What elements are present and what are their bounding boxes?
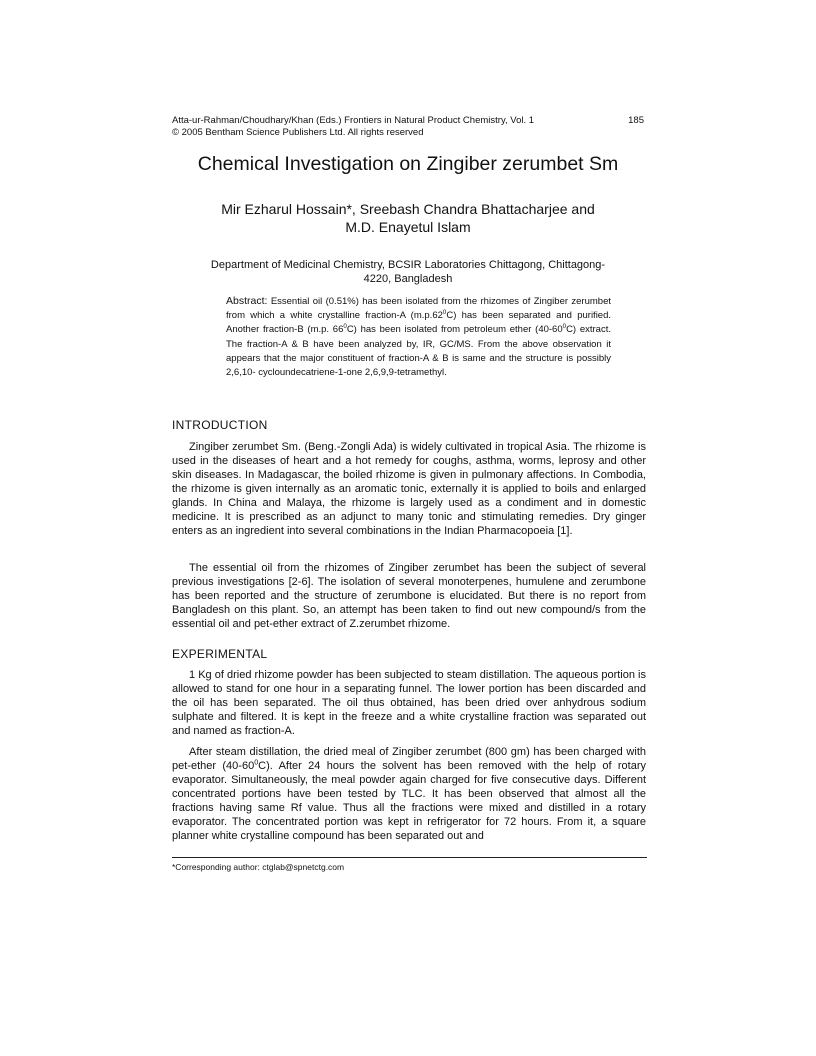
degree-superscript: 0 <box>254 758 259 767</box>
affiliation-line-2: 4220, Bangladesh <box>363 273 453 285</box>
abstract-text-3: C) has been isolated from petroleum ether (40-60 <box>346 324 563 336</box>
experimental-text-2a: After steam distillation, the dried meal of Zingiber zerumbet (800 gm) has been charged with pet-ether (40-60 <box>172 746 646 772</box>
running-header <box>172 115 644 127</box>
journal-citation: Atta-ur-Rahman/Choudhary/Khan (Eds.) Frontiers in Natural Product Chemistry, Vol. 1 <box>172 115 535 126</box>
abstract-text-4: C) extract. The fraction-A & B have been analyzed by, IR, GC/MS. From the above observation it appears that the major constituent of fraction-A & B is same and the structure is possibly 2,6,10- cycloundecatriene-1-one 2,6,9,9-tetramethyl. <box>226 324 611 379</box>
abstract-label: Abstract: <box>226 295 268 307</box>
experimental-paragraph-2 <box>172 745 646 843</box>
abstract-text-1: Essential oil (0.51%) has been isolated from the rhizomes of Zingiber zerumbet from which a white crystalline fraction-A (m.p.62 <box>226 296 611 322</box>
experimental-text-2b: C). After 24 hours the solvent has been removed with the help of rotary evaporator. Simultaneously, the meal powder again charged for five consecutive days. Different concentrated portions have been tested by TLC. It has been observed that almost all the fractions having same Rf value. Thus all the fractions were mixed and distilled in a rotary evaporator. The concentrated portion was kept in refrigerator for 72 hours. From it, a square planner white crystalline compound has been separated out and <box>172 760 646 842</box>
affiliation-line-1: Department of Medicinal Chemistry, BCSIR Laboratories Chittagong, Chittagong- <box>210 259 606 271</box>
corresponding-author-footnote: *Corresponding author: ctglab@spnetctg.com <box>172 862 345 872</box>
degree-superscript: 0 <box>343 323 347 331</box>
affiliation <box>165 258 651 286</box>
introduction-paragraph-1: Zingiber zerumbet Sm. (Beng.-Zongli Ada) is widely cultivated in tropical Asia. The rhizome is used in the diseases of heart and a hot remedy for coughs, asthma, worms, leprosy and other skin diseases. In Madagascar, the boiled rhizome is given in pulmonary affections. In Combodia, the rhizome is given internally as an aromatic tonic, externally it is applied to boils and enlarged glands. In China and Malaya, the rhizome is largely used as a condiment and in domestic medicine. It is prescribed as an adjunct to many tonic and stimulating remedies. Dry ginger enters as an ingredient into several combinations in the Indian Pharmacopoeia [1]. <box>172 441 646 537</box>
degree-superscript: 0 <box>562 323 567 331</box>
author-line-1: Mir Ezharul Hossain*, Sreebash Chandra Bhattacharjee and <box>221 201 595 217</box>
section-heading-experimental: EXPERIMENTAL <box>172 647 268 661</box>
footnote-divider <box>172 857 647 858</box>
degree-superscript: 0 <box>442 309 447 317</box>
author-line-2: M.D. Enayetul Islam <box>345 219 471 235</box>
section-heading-introduction: INTRODUCTION <box>172 418 268 432</box>
abstract-text-2: C) has been separated and purified. Another fraction-B (m.p. 66 <box>226 310 612 336</box>
paper-title: Chemical Investigation on Zingiber zerumbet Sm <box>197 153 619 175</box>
copyright-notice: © 2005 Bentham Science Publishers Ltd. All rights reserved <box>172 127 424 138</box>
author-list <box>150 200 666 236</box>
introduction-paragraph-2: The essential oil from the rhizomes of Zingiber zerumbet has been the subject of several previous investigations [2-6]. The isolation of several monoterpenes, humulene and zerumbone has been reported and the structure of zerumbone is elucidated. But there is no report from Bangladesh on this plant. So, an attempt has been taken to find out new compound/s from the essential oil and pet-ether extract of Z.zerumbet rhizome. <box>172 562 646 630</box>
abstract <box>226 294 611 380</box>
experimental-paragraph-1: 1 Kg of dried rhizome powder has been subjected to steam distillation. The aqueous portion is allowed to stand for one hour in a separating funnel. The lower portion has been discarded and the oil has been separated. The oil thus obtained, has been dried over anhydrous sodium sulphate and filtered. It is kept in the freeze and a white crystalline fraction was separated out and named as fraction-A. <box>172 669 646 737</box>
page-number: 185 <box>628 115 644 126</box>
